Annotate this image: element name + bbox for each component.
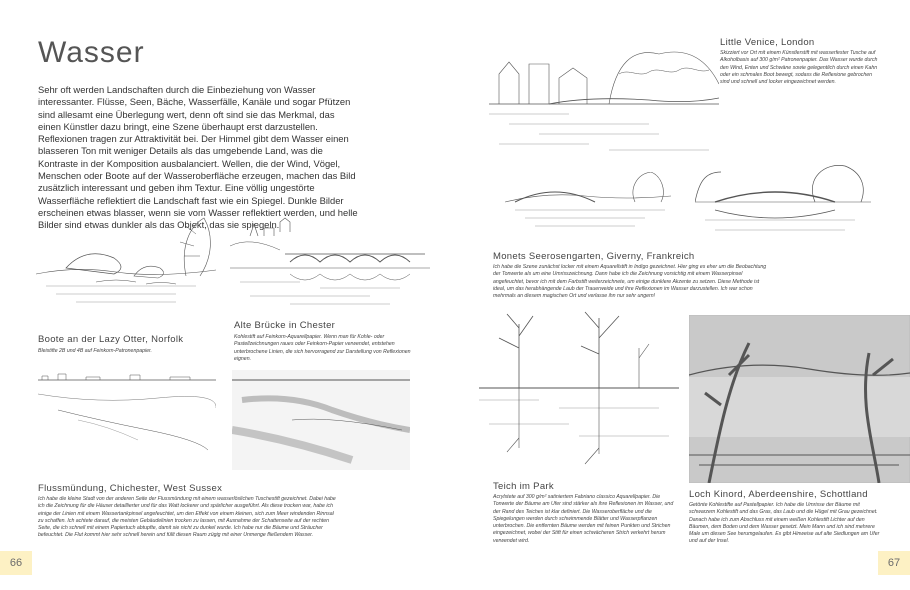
right-page	[455, 0, 910, 590]
monet-sketch-right	[695, 162, 871, 246]
venice-caption: Little Venice, London	[720, 37, 815, 48]
monet-caption: Monets Seerosengarten, Giverny, Frankreich	[493, 251, 695, 262]
loch-desc: Getönte Kohlestifte auf Pastellpapier. Ich habe die Umrisse der Bäume mit schwarzem Kohlestift und das Gras, das Laub und die Hügel mit Grau gezeichnet. Danach habe ich zum Abschluss mit einem weißen Kohlestift Lichter auf den Bäumen, dem Boden und dem Wasser gesetzt. Mein Mann und ich sind mehrere Male um diesen See herumgelaufen. Es gibt Hinweise auf alte Siedlungen am Ufer und auf der Insel.	[689, 502, 880, 545]
bruecke-caption: Alte Brücke in Chester	[234, 320, 336, 331]
fluss-caption: Flussmündung, Chichester, West Sussex	[38, 483, 223, 494]
boote-sketch	[36, 216, 216, 328]
teich-desc: Acrylstete auf 300 g/m² satiniertem Fabriano classico Aquarellpapier. Die Tonwerte der Bäume am Ufer sind stärker als ihre Reflexionen im Wasser, und der Rand des Teiches ist klar definiert. Die Wasseroberfläche und die Spiegelungen werden durch schwimmende Blätter und Wasserpflanzen unterbrochen. Die entfernten Bäume werden mit feinen Punkten und Strichen eingezeichnet, wobei der Stift für einen schwächeren Strich verkehrt herum verwendet wird.	[493, 494, 674, 544]
bruecke-desc: Kohlestift auf Feinkorn-Aquarellpapier. Wenn man für Kohle- oder Pastellzeichnungen raues oder Feinkorn-Papier verwendet, entstehen unterbrochene Linien, die sich hervorragend zur Darstellung von Reflexionen eignen.	[234, 334, 411, 362]
page-title: Wasser	[38, 36, 145, 69]
fluss-sketch-left	[38, 370, 216, 454]
bruecke-sketch	[230, 216, 430, 316]
loch-sketch	[689, 315, 910, 483]
boote-desc: Bleistifte 2B und 4B auf Feinkorn-Patronenpapier.	[38, 348, 153, 354]
monet-sketch-left	[505, 172, 671, 244]
fluss-sketch-right	[232, 370, 410, 470]
teich-sketch	[479, 308, 679, 476]
page-number-left: 66	[0, 551, 32, 575]
fluss-desc: Ich habe die kleine Stadt von der anderen Seite der Flussmündung mit einem wasserlöslichen Tuschestift gezeichnet. Dabei habe ich die Zeichnung für die Häuser detaillierter und für das Watt lockerer und spärlicher ausgeführt. Als diese trocken war, habe ich einige der Linien mit einem Wassertankpinsel angefeuchtet, um den Effekt von einem kleinen, sich zum Meer windenden Rinnsal zu schaffen. Ich achtete darauf, die meisten Gebäudelinien trocken zu lassen, mit Ausnahme der Schattenseite auf der rechten Seite, die ich schnell mit einem Papiertuch abtupfte, damit sie nicht zu dunkel wurde. Ich habe nur die Bäume und Sträucher befeuchtet. Die Flut kommt hier sehr schnell herein und füllt diesen Raum zügig mit einer Unmenge fließendem Wasser.	[38, 496, 336, 539]
venice-sketch	[489, 34, 719, 160]
venice-desc: Skizziert vor Ort mit einem Künstlerstift mit wasserfester Tusche auf Alkoholbasis auf 300 g/m² Patronenpapier. Das Wasser wurde durch den Wind, Enten und Schwäne sowie gelegentlich durch einen Kahn oder ein schmales Boot bewegt, sodass die Reflexione gebrochen sind und schnell und locker eingezeichnet werden.	[720, 50, 878, 86]
intro-text: Sehr oft werden Landschaften durch die Einbeziehung von Wasser interessanter. Flüsse, Seen, Bäche, Wasserfälle, Kanäle und sogar Pfützen sind allesamt eine Überlegung wert, denn oft sind sie das Merkmal, das einen Künstler dazu bringt, eine Szene überhaupt erst darzustellen. Reflexionen tragen zur Attraktivität bei. Der Himmel gibt dem Wasser einen blasseren Ton mit weniger Details als das umgebende Land, was die Kontraste in der Komposition ausbalanciert. Wellen, die der Wind, Vögel, Menschen oder Boote auf der Wasseroberfläche erzeugen, machen das Bild zusätzlich interessant und geben ihm Textur. Eine völlig ungestörte Wasserfläche reflektiert die Landschaft fast wie ein Spiegel. Dunkle Bilder erscheinen etwas blasser, wenn sie vom Wasser reflektiert werden, und helle Bilder sind etwas dunkler als das Objekt, das sie spiegeln.	[38, 84, 358, 231]
loch-caption: Loch Kinord, Aberdeenshire, Schottland	[689, 489, 868, 500]
monet-desc: Ich habe die Szene zunächst locker mit einem Aquarellstift in Indigo gezeichnet. Hier ging es eher um die Beobachtung der Tonwerte als um eine Umrisszeichnung. Dann habe ich die Zeichnung vorsichtig mit einem Wasserpinsel angefeuchtet, bevor ich mit dem Farbstift weiterzeichnete, um einige dunklere Akzente zu setzen. Diese Methode ist ideal, um das herabhängende Laub der Trauerweide und ihre Reflexionen im Wasser darzustellen. Ich war schon mehrmals an diesem magischen Ort und verlasse ihn nur sehr ungern!	[493, 264, 767, 300]
teich-caption: Teich im Park	[493, 481, 554, 492]
page-number-right: 67	[878, 551, 910, 575]
boote-caption: Boote an der Lazy Otter, Norfolk	[38, 334, 184, 345]
